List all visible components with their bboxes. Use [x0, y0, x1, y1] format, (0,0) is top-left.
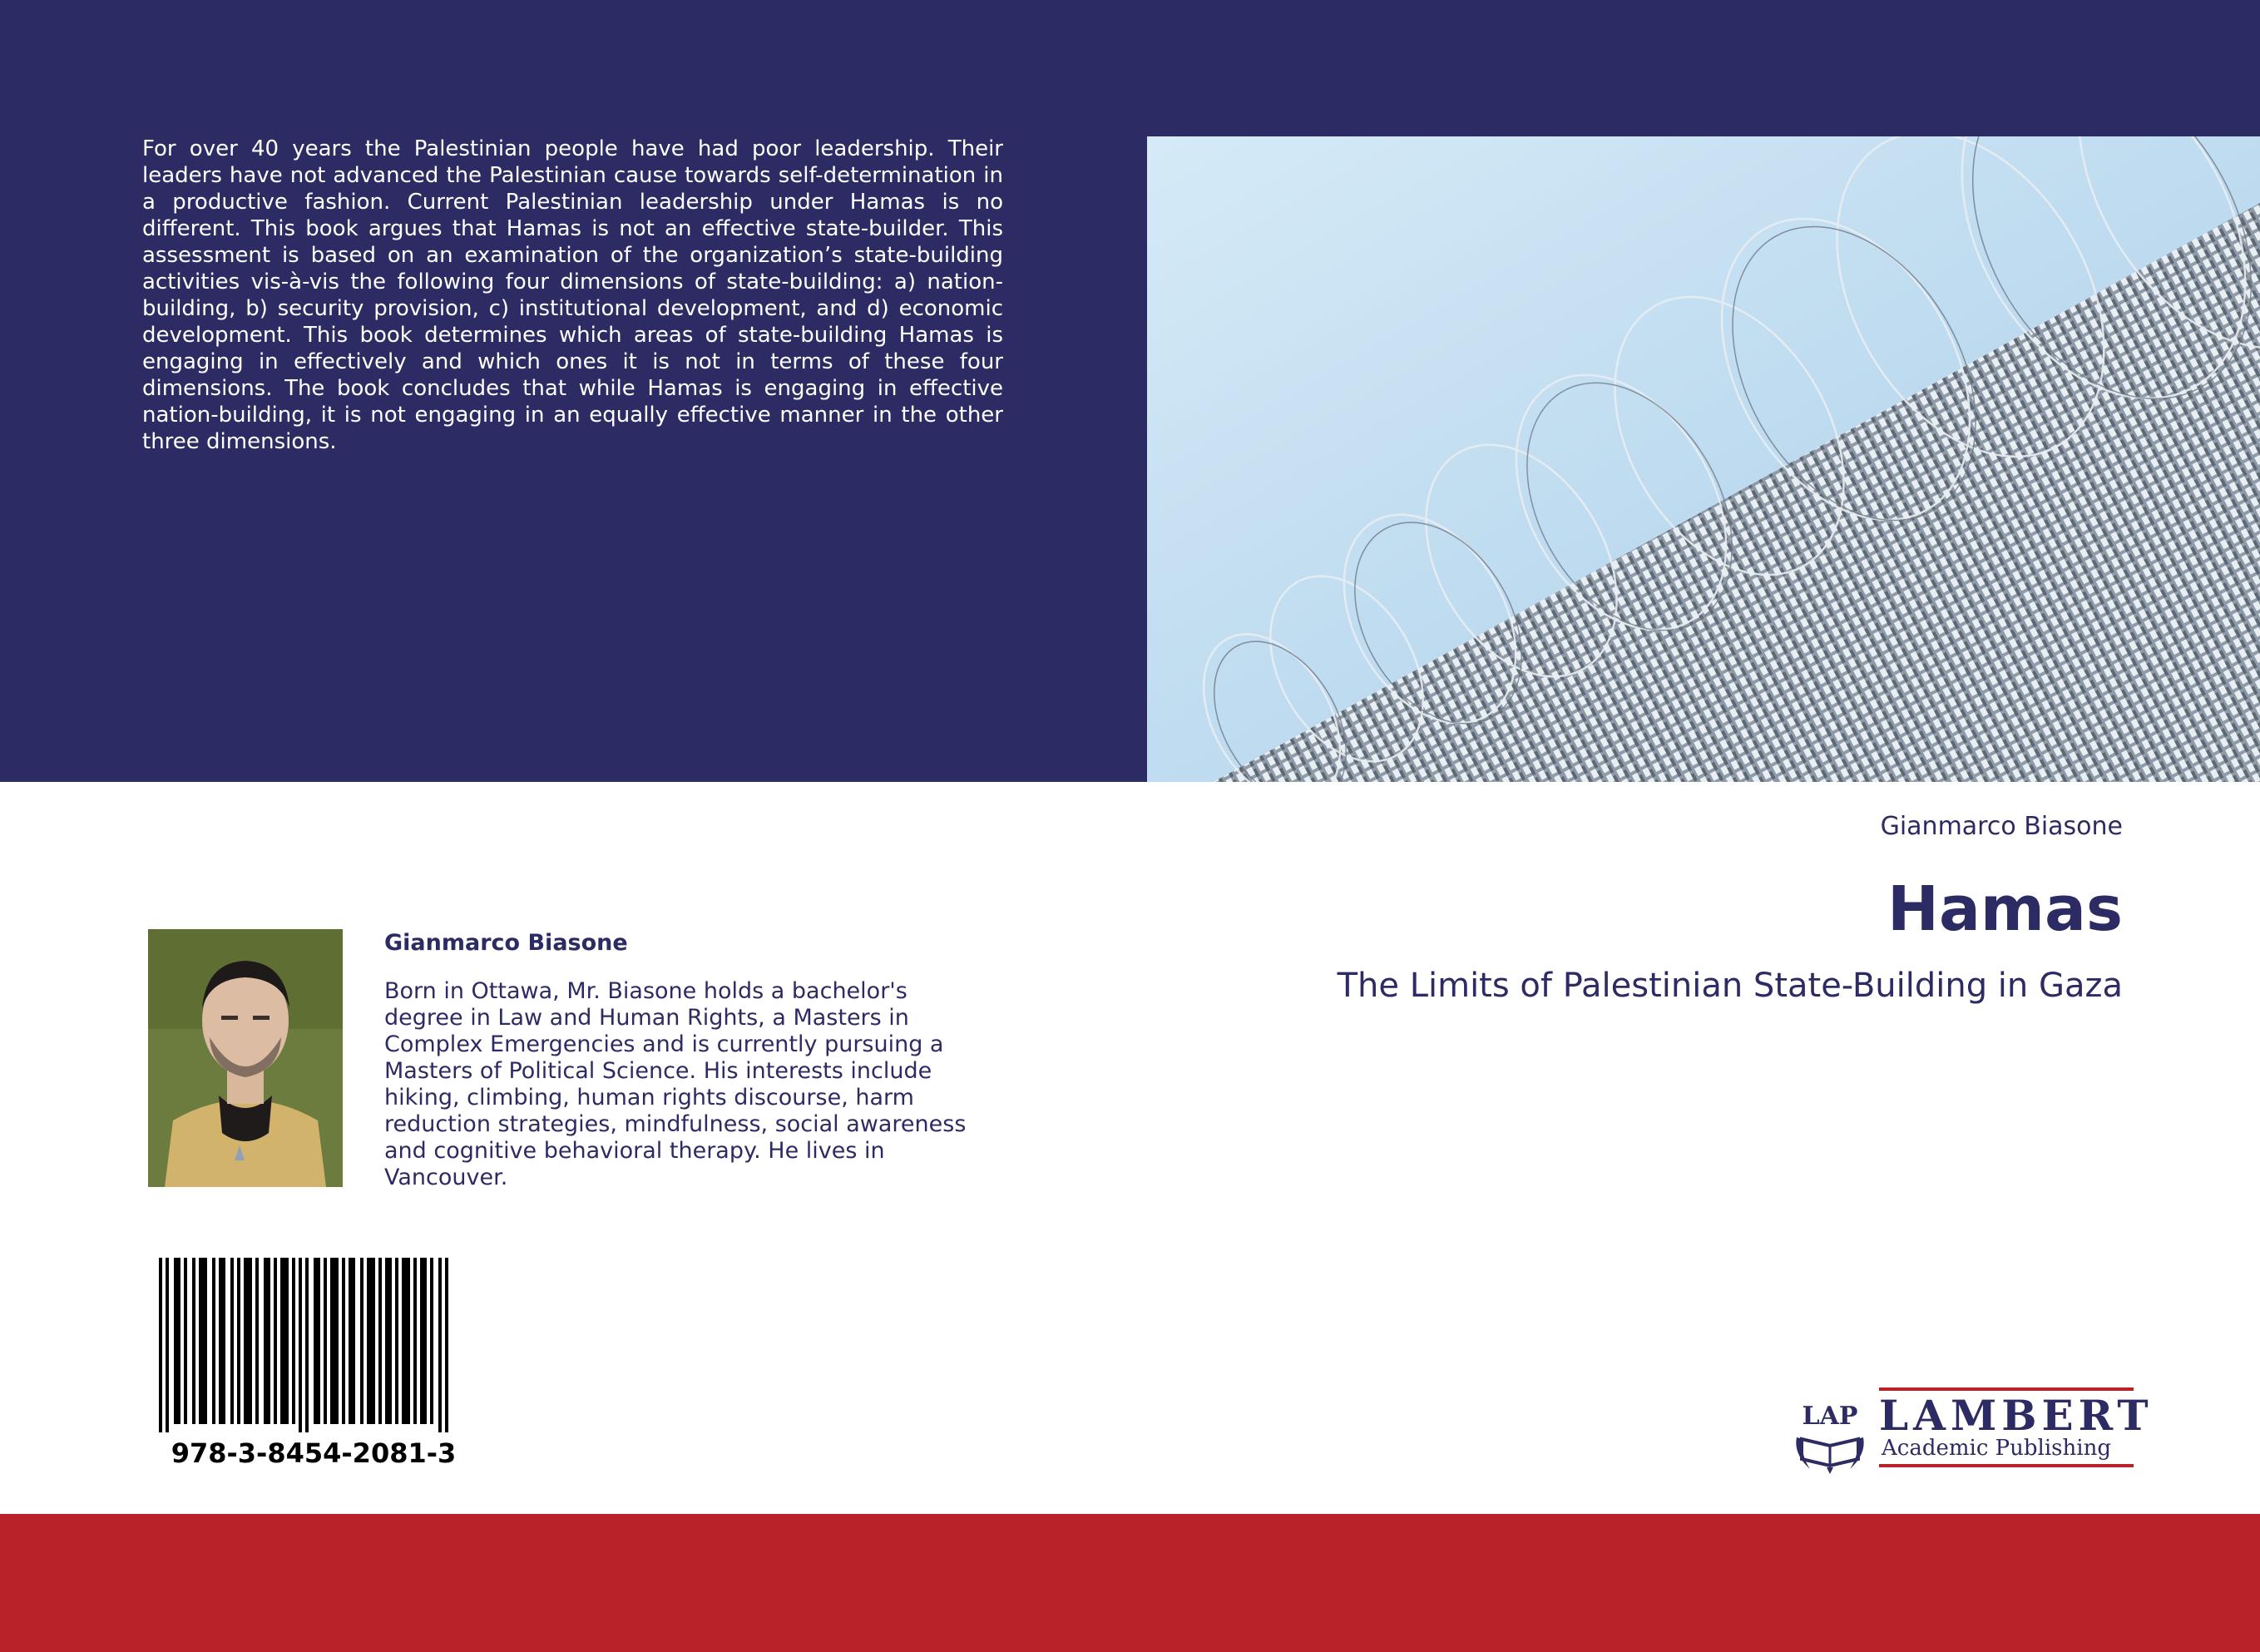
author-bio: Born in Ottawa, Mr. Biasone holds a bachelor's degree in Law and Human Rights, a Masters in Complex Emergencies and is currently pursuing a Masters of Political Science. His interests include hiking, climbing, human rights discourse, harm reduction strategies, mindfulness, social awareness and cognitive behavioral therapy. He lives in Vancouver.	[384, 978, 967, 1190]
open-book-laurel-icon	[1785, 1387, 1875, 1474]
book-title: Hamas	[1887, 873, 2123, 945]
isbn-barcode	[156, 1258, 472, 1432]
publisher-name: LAMBERT	[1879, 1391, 2154, 1440]
publisher-logo	[1785, 1387, 2154, 1474]
razor-wire-fence-photo	[1147, 136, 2260, 782]
isbn-number: 978-3-8454-2081-3	[171, 1437, 457, 1469]
back-cover-bottom-band	[0, 1514, 2260, 1652]
publisher-tagline: Academic Publishing	[1882, 1436, 2111, 1461]
logo-mark: LAP	[1802, 1402, 1858, 1431]
front-cover-author: Gianmarco Biasone	[1880, 812, 2123, 841]
book-subtitle: The Limits of Palestinian State-Building in Gaza	[1337, 967, 2123, 1005]
author-portrait-photo	[148, 929, 343, 1187]
logo-rule-bottom	[1879, 1464, 2134, 1467]
author-bio-name: Gianmarco Biasone	[384, 930, 628, 956]
book-blurb: For over 40 years the Palestinian people have had poor leadership. Their leaders have not advanced the Palestinian cause towards self-determination in a productive fashion. Current Palestinian leadership under Hamas is no different. This book argues that Hamas is not an effective state-builder. This assessment is based on an examination of the organization’s state-building activities vis-à-vis the following four dimensions of state-building: a) nation-building, b) security provision, c) institutional development, and d) economic development. This book determines which areas of state-building Hamas is engaging in effectively and which ones it is not in terms of these four dimensions. The book concludes that while Hamas is engaging in effective nation-building, it is not engaging in an equally effective manner in the other three dimensions.	[142, 136, 1003, 454]
